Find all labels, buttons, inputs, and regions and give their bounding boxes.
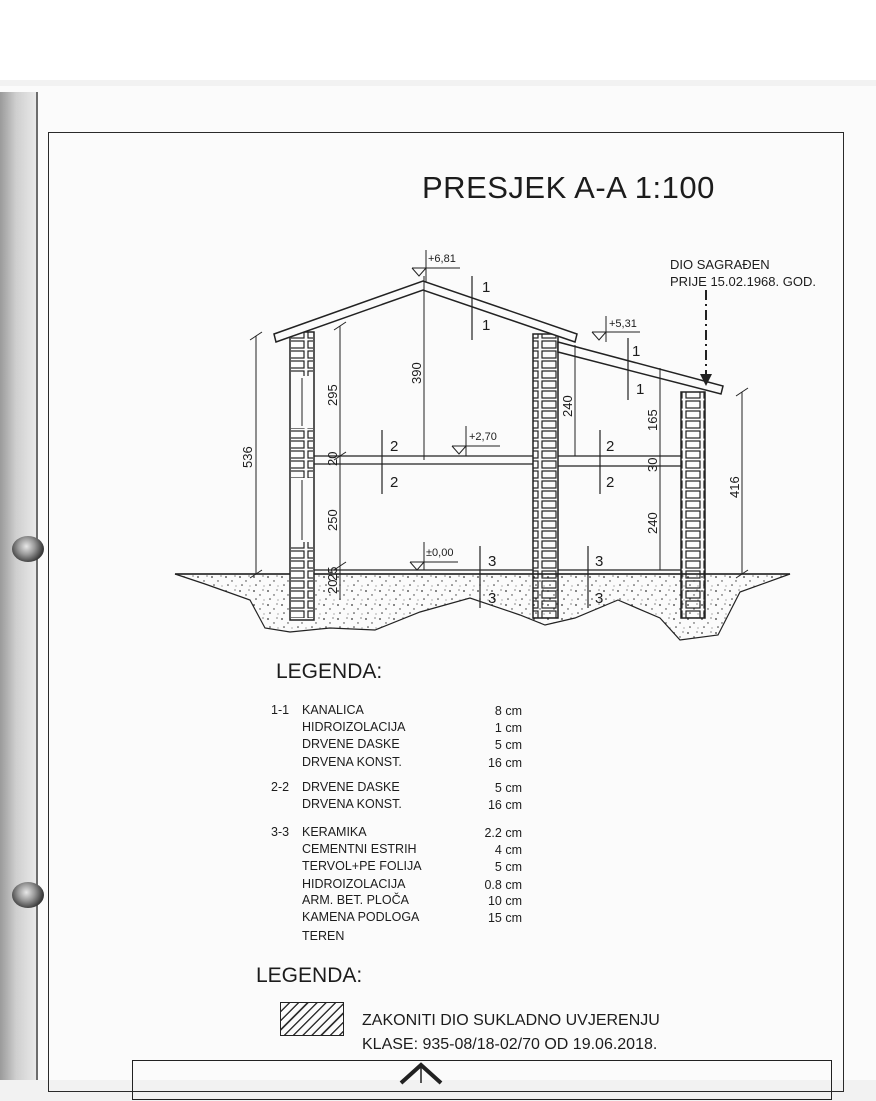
dim-upper-wall: 295 [325,384,340,406]
legend-item-value: 2.2 cm [484,826,522,840]
legal-line-2: KLASE: 935-08/18-02/70 OD 19.06.2018. [362,1036,658,1053]
legend-item-name: DRVENE DASKE [302,737,400,751]
legend-item-value: 8 cm [494,704,522,718]
section-mark-1: 1 [636,381,645,398]
legend-item-value: 15 cm [487,911,522,925]
section-cut-marks [382,276,628,608]
dim-total-right: 416 [727,476,742,498]
level-low-roof-label: +5,31 [609,318,637,330]
north-arrow-icon [133,1061,833,1101]
level-ridge-label: +6,81 [428,253,456,265]
legend-item-value: 5 cm [494,860,522,874]
legend-item-name: HIDROIZOLACIJA [302,877,406,891]
wall-right [681,392,705,618]
section-mark-1: 1 [482,317,491,334]
section-mark-2: 2 [606,438,615,455]
dim-annex-upper: 240 [560,395,575,417]
level-ground-label: ±0,00 [426,547,454,559]
legend-item-value: 4 cm [494,843,522,857]
roof-main [274,281,577,342]
dim-lower-wall-left: 250 [325,509,340,531]
legend-item-name: KANALICA [302,703,364,717]
section-mark-3: 3 [488,590,497,607]
dim-slab-left: 20 [325,451,340,466]
note-arrow [700,290,712,386]
legend-item-value: 5 cm [494,781,522,795]
legend-item-name: ARM. BET. PLOČA [302,893,409,907]
legend-item-name: DRVENA KONST. [302,755,402,769]
legend-code: 2-2 [271,780,290,794]
dim-ridge-height: 390 [409,362,424,384]
wall-left [290,332,314,620]
legal-line-1: ZAKONITI DIO SUKLADNO UVJERENJU [362,1012,660,1029]
note-line-1: DIO SAGRAĐEN [670,257,770,272]
dim-total-left: 536 [240,446,255,468]
section-mark-1: 1 [632,343,641,360]
section-mark-3: 3 [488,553,497,570]
section-mark-2: 2 [606,474,615,491]
legend-code: 3-3 [271,825,290,839]
legend-item-name: DRVENE DASKE [302,780,400,794]
dim-base-left-2: 20 [325,579,340,594]
level-floor-label: +2,70 [469,431,497,443]
note-line-2: PRIJE 15.02.1968. GOD. [670,274,816,289]
section-mark-1: 1 [482,279,491,296]
legend-item-name: KERAMIKA [302,825,367,839]
legend2-title: LEGENDA: [256,964,363,987]
legend-item-name: HIDROIZOLACIJA [302,720,406,734]
legend-item-name: KAMENA PODLOGA [302,910,420,924]
legend-item-name: DRVENA KONST. [302,797,402,811]
legend-item-value: 1 cm [494,721,522,735]
stamp-box [132,1060,832,1100]
legend-item-value: 10 cm [487,894,522,908]
section-mark-3: 3 [595,553,604,570]
legend-item-value: 16 cm [487,756,522,770]
floor-slabs [314,456,681,570]
wall-middle [533,334,558,618]
legend-title: LEGENDA: [276,660,383,683]
dim-base-left: 25 [325,566,340,581]
legend-item-value: 16 cm [487,798,522,812]
drawing-title: PRESJEK A-A 1:100 [422,170,715,205]
legend-item-value: 5 cm [494,738,522,752]
dim-annex-lower: 240 [645,512,660,534]
legend-item-name: TERVOL+PE FOLIJA [302,859,422,873]
legend-item-name: CEMENTNI ESTRIH [302,842,417,856]
section-mark-3: 3 [595,590,604,607]
section-mark-2: 2 [390,438,399,455]
legend-code: 1-1 [271,703,290,717]
dim-slab-right: 30 [645,457,660,472]
legend-item-name: TEREN [302,929,345,943]
legend-item-value: 0.8 cm [484,878,522,892]
hatch-swatch-icon [280,1002,344,1036]
dim-annex-roof: 165 [645,409,660,431]
section-mark-2: 2 [390,474,399,491]
